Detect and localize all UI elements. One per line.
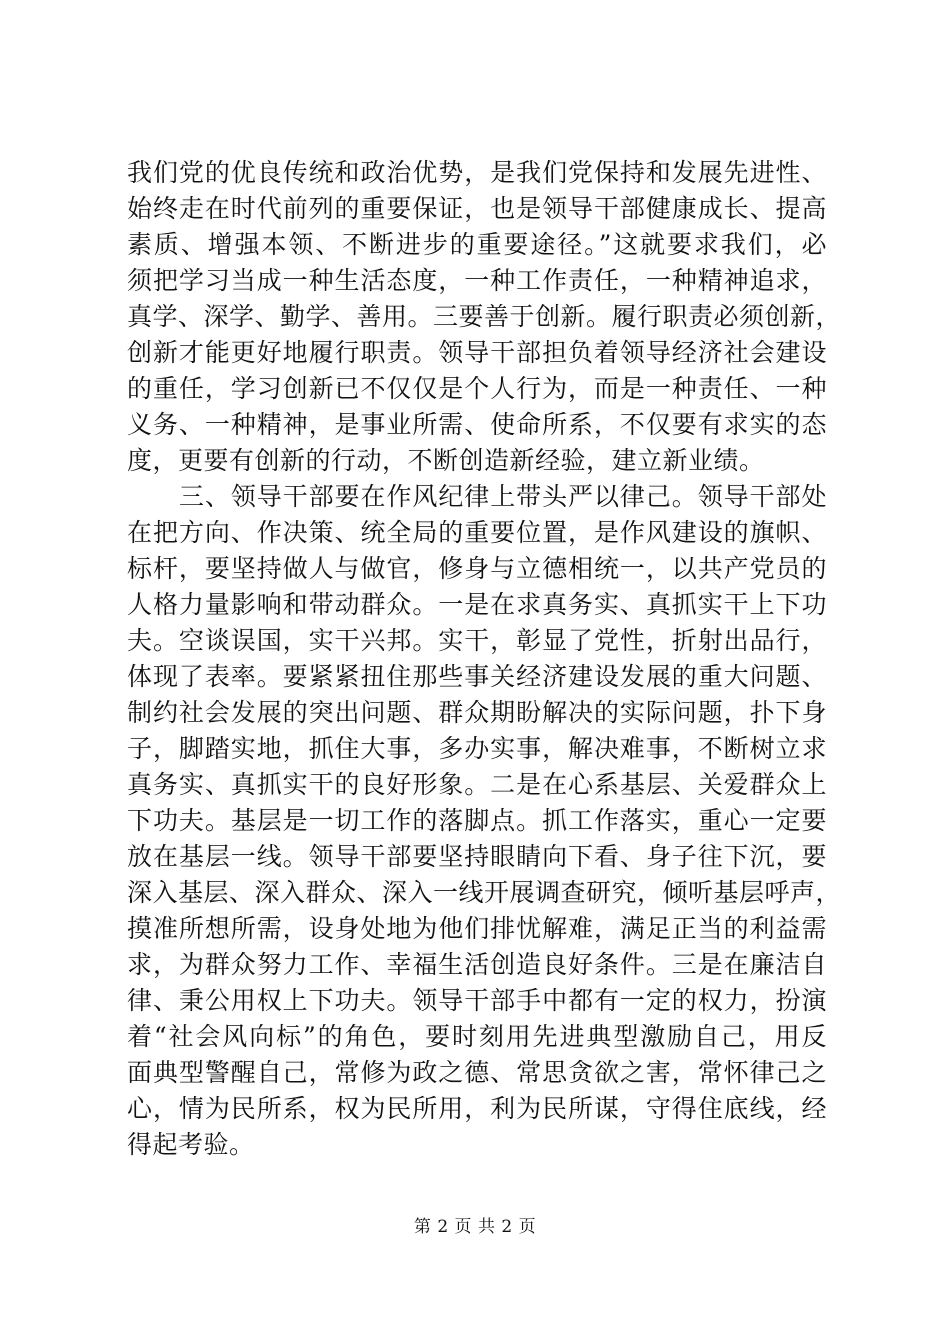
- text-line: 子，脚踏实地，抓住大事，多办实事，解决难事，不断树立求: [127, 734, 827, 763]
- text-line: 真学、深学、勤学、善用。三要善于创新。履行职责必须创新，: [127, 302, 842, 331]
- text-line: 深入基层、深入群众、深入一线开展调查研究，倾听基层呼声，: [127, 878, 842, 907]
- text-line: 义务、一种精神，是事业所需、使命所系，不仅要有求实的态: [127, 410, 827, 439]
- text-line: 下功夫。基层是一切工作的落脚点。抓工作落实，重心一定要: [127, 806, 827, 835]
- text-line: 律、秉公用权上下功夫。领导干部手中都有一定的权力，扮演: [127, 986, 827, 1015]
- text-line: 在把方向、作决策、统全局的重要位置，是作风建设的旗帜、: [127, 518, 827, 547]
- text-line: 心，情为民所系，权为民所用，利为民所谋，守得住底线，经: [127, 1094, 827, 1123]
- text-line: 始终走在时代前列的重要保证，也是领导干部健康成长、提高: [127, 194, 827, 223]
- text-line: 放在基层一线。领导干部要坚持眼睛向下看、身子往下沉，要: [127, 842, 827, 871]
- text-line: 夫。空谈误国，实干兴邦。实干，彰显了党性，折射出品行，: [127, 626, 827, 655]
- text-line: 制约社会发展的突出问题、群众期盼解决的实际问题，扑下身: [127, 698, 827, 727]
- text-line: 须把学习当成一种生活态度，一种工作责任，一种精神追求，: [127, 266, 827, 295]
- text-line: 着“社会风向标”的角色，要时刻用先进典型激励自己，用反: [127, 1022, 827, 1051]
- text-line: 创新才能更好地履行职责。领导干部担负着领导经济社会建设: [127, 338, 827, 367]
- text-line: 的重任，学习创新已不仅仅是个人行为，而是一种责任、一种: [127, 374, 827, 403]
- text-line: 我们党的优良传统和政治优势，是我们党保持和发展先进性、: [127, 158, 827, 187]
- text-line: 得起考验。: [127, 1130, 255, 1159]
- document-body: [127, 155, 842, 1163]
- text-line: 人格力量影响和带动群众。一是在求真务实、真抓实干上下功: [127, 590, 827, 619]
- text-line: 求，为群众努力工作、幸福生活创造良好条件。三是在廉洁自: [127, 950, 827, 979]
- paragraph-start-line: 三、领导干部要在作风纪律上带头严以律己。领导干部处: [179, 482, 827, 511]
- text-line: 素质、增强本领、不断进步的重要途径。”这就要求我们，必: [127, 230, 827, 259]
- text-line: 度，更要有创新的行动，不断创造新经验，建立新业绩。: [127, 446, 765, 475]
- page-number-label: 第 2 页 共 2 页: [413, 1217, 537, 1237]
- page-footer: [0, 1215, 950, 1239]
- text-line: 摸准所想所需，设身处地为他们排忧解难，满足正当的利益需: [127, 914, 827, 943]
- text-line: 真务实、真抓实干的良好形象。二是在心系基层、关爱群众上: [127, 770, 827, 799]
- text-line: 标杆，要坚持做人与做官，修身与立德相统一，以共产党员的: [127, 554, 827, 583]
- text-line: 体现了表率。要紧紧扭住那些事关经济建设发展的重大问题、: [127, 662, 827, 691]
- text-line: 面典型警醒自己，常修为政之德、常思贪欲之害，常怀律己之: [127, 1058, 827, 1087]
